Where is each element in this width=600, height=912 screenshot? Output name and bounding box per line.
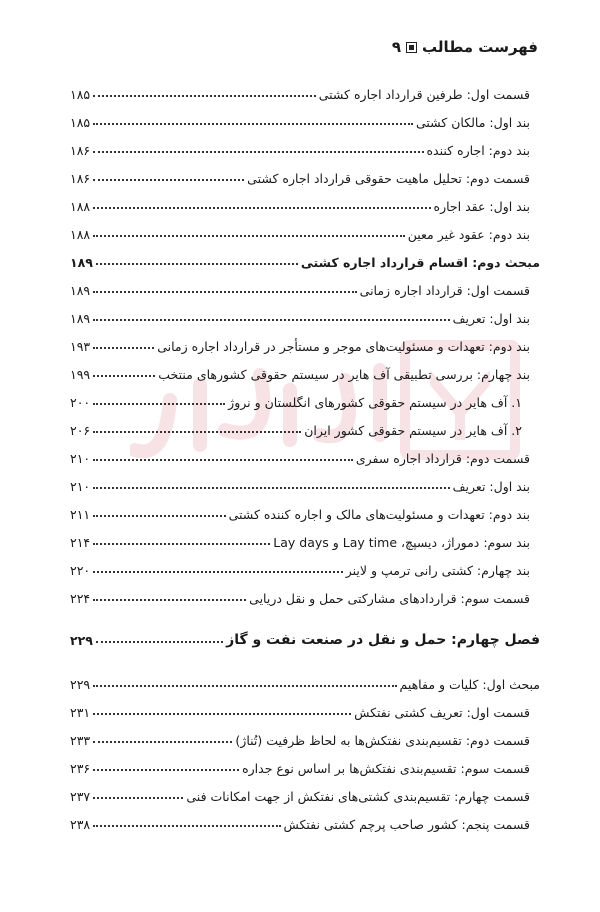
toc-entry[interactable] xyxy=(70,780,540,804)
toc-entry[interactable] xyxy=(70,190,540,214)
header-title: فهرست مطالب xyxy=(422,38,538,56)
dot-leader xyxy=(93,375,155,377)
toc-entry[interactable] xyxy=(70,78,540,102)
toc-entry-page-number: ۱۸۹ xyxy=(70,283,91,298)
toc-entry-page-number: ۱۸۹ xyxy=(70,255,93,270)
toc-entry-title: بند اول: تعریف xyxy=(452,311,530,326)
toc-entry-title: قسمت اول: تعریف کشتی نفتکش xyxy=(354,705,530,720)
toc-entry-page-number: ۲۰۶ xyxy=(70,423,91,438)
toc-entry-title: بند سوم: دموراژ، دیسپچ، Lay time و Lay days xyxy=(273,535,530,550)
toc-entry-title: قسمت دوم: قرارداد اجاره سفری xyxy=(355,451,530,466)
toc-entry[interactable] xyxy=(70,582,540,606)
toc-entry-page-number: ۲۳۳ xyxy=(70,733,91,748)
toc-entry[interactable] xyxy=(70,470,540,494)
dot-leader xyxy=(93,291,357,293)
page-header xyxy=(392,38,538,56)
toc-entry[interactable] xyxy=(70,498,540,522)
toc-entry-page-number: ۲۲۴ xyxy=(70,591,91,606)
toc-entry[interactable] xyxy=(70,106,540,130)
toc-entry-title: مبحث اول: کلیات و مفاهیم xyxy=(399,677,540,692)
toc-entry[interactable] xyxy=(70,526,540,550)
toc-entry[interactable] xyxy=(70,134,540,158)
toc-entry-title: ۲. آف هایر در سیستم حقوقی کشور ایران xyxy=(304,423,522,438)
toc-entry-page-number: ۱۸۵ xyxy=(70,115,91,130)
toc-entry-title: بند اول: مالکان کشتی xyxy=(415,115,530,130)
dot-leader xyxy=(93,95,316,97)
dot-leader xyxy=(93,769,239,771)
toc-entry-page-number: ۱۹۳ xyxy=(70,339,91,354)
toc-entry[interactable] xyxy=(70,386,540,410)
dot-leader xyxy=(93,685,396,687)
toc-entry-page-number: ۱۸۸ xyxy=(70,199,91,214)
dot-leader xyxy=(93,713,351,715)
toc-entry-title: مبحث دوم: اقسام قرارداد اجاره کشتی xyxy=(300,255,540,270)
dot-leader xyxy=(93,123,413,125)
toc-entry[interactable] xyxy=(70,302,540,326)
dot-leader xyxy=(93,207,430,209)
dot-leader xyxy=(93,599,246,601)
dot-leader xyxy=(93,797,183,799)
toc-entry-title: بند اول: عقد اجاره xyxy=(433,199,530,214)
toc-entry-page-number: ۱۸۶ xyxy=(70,171,91,186)
toc-entry[interactable] xyxy=(70,218,540,242)
dot-leader xyxy=(93,319,449,321)
dot-leader xyxy=(93,825,280,827)
toc-entry-page-number: ۱۸۸ xyxy=(70,227,91,242)
toc-entry-page-number: ۱۸۶ xyxy=(70,143,91,158)
toc-entry-title: فصل چهارم: حمل و نقل در صنعت نفت و گاز xyxy=(226,632,540,648)
dot-leader xyxy=(93,571,343,573)
dot-leader xyxy=(93,235,405,237)
dot-leader xyxy=(93,543,270,545)
toc-entry-page-number: ۲۱۱ xyxy=(70,507,91,522)
toc-entry-title: بند دوم: تعهدات و مسئولیت‌های موجر و مستأجر در قرارداد اجاره زمانی xyxy=(157,339,530,354)
toc-entry-page-number: ۲۳۱ xyxy=(70,705,91,720)
toc-entry[interactable] xyxy=(70,724,540,748)
toc-entry[interactable] xyxy=(70,330,540,354)
toc-entry-title: بند اول: تعریف xyxy=(452,479,530,494)
dot-leader xyxy=(93,403,225,405)
dot-leader xyxy=(93,347,154,349)
toc-entry-page-number: ۲۲۹ xyxy=(70,677,91,692)
toc-entry-title: قسمت اول: طرفین قرارداد اجاره کشتی xyxy=(318,87,530,102)
toc-entry-page-number: ۱۸۵ xyxy=(70,87,91,102)
dot-leader xyxy=(93,741,232,743)
toc-entry-title: قسمت اول: قرارداد اجاره زمانی xyxy=(359,283,530,298)
toc-entry-title: بند چهارم: کشتی رانی ترمپ و لاینر xyxy=(345,563,530,578)
toc-entry[interactable] xyxy=(70,162,540,186)
toc-entry-page-number: ۲۰۰ xyxy=(70,395,91,410)
dot-leader xyxy=(96,641,223,643)
toc-chapter-entry[interactable] xyxy=(70,624,540,648)
toc-entry-page-number: ۲۳۶ xyxy=(70,761,91,776)
toc-entry-title: قسمت چهارم: تقسیم‌بندی کشتی‌های نفتکش از جهت امکانات فنی xyxy=(186,789,530,804)
toc-entry-page-number: ۱۹۹ xyxy=(70,367,91,382)
toc-entry[interactable] xyxy=(70,696,540,720)
toc-entry[interactable] xyxy=(70,752,540,776)
toc-entry-page-number: ۲۳۷ xyxy=(70,789,91,804)
toc-entry-page-number: ۲۲۰ xyxy=(70,563,91,578)
toc-entry-title: قسمت سوم: قراردادهای مشارکتی حمل و نقل دریایی xyxy=(249,591,530,606)
dot-leader xyxy=(93,515,225,517)
toc-entry[interactable] xyxy=(70,246,540,270)
toc-entry-title: قسمت دوم: تحلیل ماهیت حقوقی قرارداد اجاره کشتی xyxy=(247,171,530,186)
toc-entry[interactable] xyxy=(70,808,540,832)
toc-entry-page-number: ۲۳۸ xyxy=(70,817,91,832)
dot-leader xyxy=(93,487,449,489)
toc-entry[interactable] xyxy=(70,414,540,438)
toc-entry-title: قسمت سوم: تقسیم‌بندی نفتکش‌ها بر اساس نوع جداره xyxy=(242,761,530,776)
dot-leader xyxy=(93,459,353,461)
toc-entry[interactable] xyxy=(70,668,540,692)
toc-entry-title: ۱. آف هایر در سیستم حقوقی کشورهای انگلستان و نروژ xyxy=(228,395,522,410)
toc-entry-page-number: ۱۸۹ xyxy=(70,311,91,326)
square-bullet-icon xyxy=(406,42,417,53)
toc-entry[interactable] xyxy=(70,554,540,578)
toc-entry-title: قسمت دوم: تقسیم‌بندی نفتکش‌ها به لحاظ ظرفیت (تُناژ) xyxy=(235,733,530,748)
toc-entry-page-number: ۲۲۹ xyxy=(70,633,93,648)
toc-entry-page-number: ۲۱۰ xyxy=(70,451,91,466)
dot-leader xyxy=(96,263,298,265)
toc-entry[interactable] xyxy=(70,274,540,298)
header-page-number: ۹ xyxy=(391,38,402,56)
dot-leader xyxy=(93,151,423,153)
toc-entry[interactable] xyxy=(70,442,540,466)
toc-entry-title: بند دوم: عقود غیر معین xyxy=(407,227,530,242)
toc-entry-title: قسمت پنجم: کشور صاحب پرچم کشتی نفتکش xyxy=(283,817,530,832)
dot-leader xyxy=(93,179,244,181)
toc-entry-page-number: ۲۱۰ xyxy=(70,479,91,494)
toc-entry-title: بند چهارم: بررسی تطبیقی آف هایر در سیستم حقوقی کشورهای منتخب xyxy=(158,367,530,382)
toc-entry-page-number: ۲۱۴ xyxy=(70,535,91,550)
toc-entry[interactable] xyxy=(70,358,540,382)
dot-leader xyxy=(93,431,301,433)
toc-entry-title: بند دوم: تعهدات و مسئولیت‌های مالک و اجاره کننده کشتی xyxy=(228,507,530,522)
toc-entry-title: بند دوم: اجاره کننده xyxy=(426,143,530,158)
